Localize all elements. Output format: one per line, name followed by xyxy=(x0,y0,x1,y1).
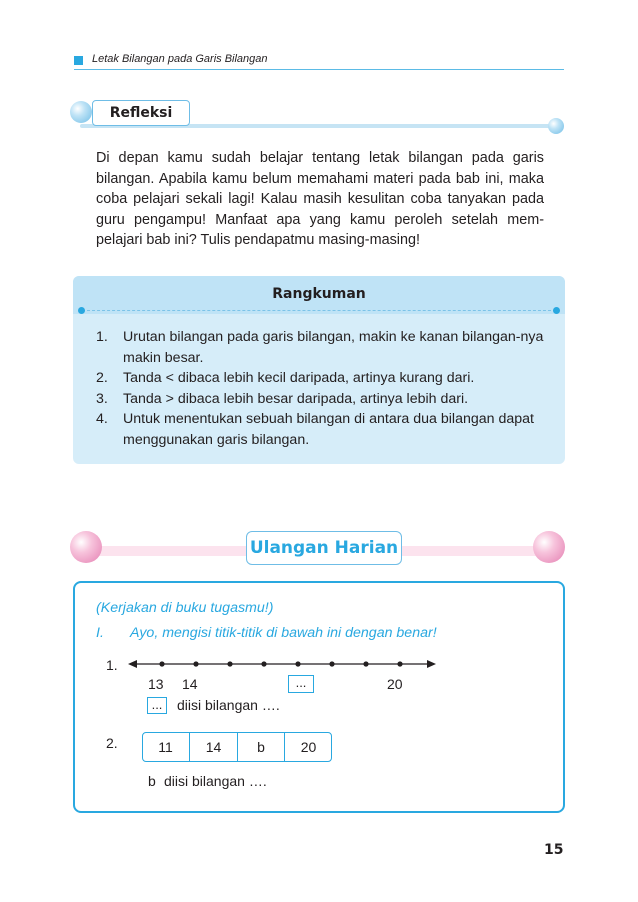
tick-13 xyxy=(159,661,164,666)
blank-box: ... xyxy=(288,675,314,693)
list-item xyxy=(96,409,544,450)
header-divider xyxy=(74,69,564,70)
b-label: b xyxy=(148,773,156,789)
pink-ball-left-icon xyxy=(70,531,102,563)
list-item-number: 4. xyxy=(96,411,108,427)
tick-14 xyxy=(193,661,198,666)
section-number: I. xyxy=(96,625,104,641)
list-item-text: Untuk menentukan sebuah bilangan di antara dua bilangan dapat menggunakan garis bilangan. xyxy=(123,411,534,448)
label-14: 14 xyxy=(182,676,198,692)
tick-19 xyxy=(363,661,368,666)
rangkuman-dashed-line xyxy=(82,310,556,311)
rangkuman-title: Rangkuman xyxy=(272,286,366,302)
sequence-cell: b xyxy=(257,739,265,755)
arrow-right-icon xyxy=(427,660,436,668)
rangkuman-dot-right-icon xyxy=(553,307,560,314)
label-13: 13 xyxy=(148,676,164,692)
section-text: Ayo, mengisi titik-titik di bawah ini dengan benar! xyxy=(130,625,437,641)
tick-20 xyxy=(397,661,402,666)
refleksi-ball-icon xyxy=(70,101,92,123)
rangkuman-dot-left-icon xyxy=(78,307,85,314)
list-item xyxy=(96,368,544,389)
number-line xyxy=(128,655,436,673)
header-square-icon xyxy=(74,56,83,65)
page-number: 15 xyxy=(544,842,564,858)
list-item-text: Tanda < dibaca lebih kecil daripada, artinya kurang dari. xyxy=(123,370,475,386)
list-item-number: 2. xyxy=(96,370,108,386)
refleksi-ball-right-icon xyxy=(548,118,564,134)
sequence-cell: 20 xyxy=(300,739,317,755)
sequence-cell: 14 xyxy=(205,739,222,755)
exercise-instruction: (Kerjakan di buku tugasmu!) xyxy=(96,600,274,616)
question-1-number: 1. xyxy=(106,657,118,673)
list-item-text: Tanda > dibaca lebih besar daripada, artinya lebih dari. xyxy=(123,390,469,407)
tick-15 xyxy=(227,661,232,666)
refleksi-body xyxy=(96,148,544,251)
tick-18 xyxy=(329,661,334,666)
running-header: Letak Bilangan pada Garis Bilangan xyxy=(92,53,268,65)
pink-ball-right-icon xyxy=(533,531,565,563)
list-item-number: 3. xyxy=(96,390,108,407)
refleksi-title: Refleksi xyxy=(109,105,173,121)
list-item-text: Urutan bilangan pada garis bilangan, makin ke kanan bilangan-nya makin besar. xyxy=(123,329,544,366)
arrow-left-icon xyxy=(128,660,137,668)
legend-blank-box: ... xyxy=(147,697,167,714)
list-item xyxy=(96,327,544,368)
rangkuman-list xyxy=(96,327,544,450)
tick-16 xyxy=(261,661,266,666)
refleksi-paragraph: Di depan kamu sudah belajar tentang letak bilangan pada garis bilangan. Apabila kamu belum memahami materi pada bab ini, maka coba pelajari sekali lagi! Kalau masih kesulitan coba tanyakan pada guru pengampu! Manfaat apa yang kamu peroleh setelah mem-pelajari bab ini? Tulis pendapatmu masing-masing! xyxy=(96,150,544,248)
list-item xyxy=(96,389,544,410)
sequence-cell: 11 xyxy=(158,739,173,755)
b-text: diisi bilangan …. xyxy=(164,773,267,789)
list-item-number: 1. xyxy=(96,329,108,345)
label-20: 20 xyxy=(387,676,403,692)
legend-text: diisi bilangan …. xyxy=(177,697,280,713)
question-2-number: 2. xyxy=(106,735,118,751)
ulangan-title: Ulangan Harian xyxy=(249,538,399,558)
tick-17 xyxy=(295,661,300,666)
